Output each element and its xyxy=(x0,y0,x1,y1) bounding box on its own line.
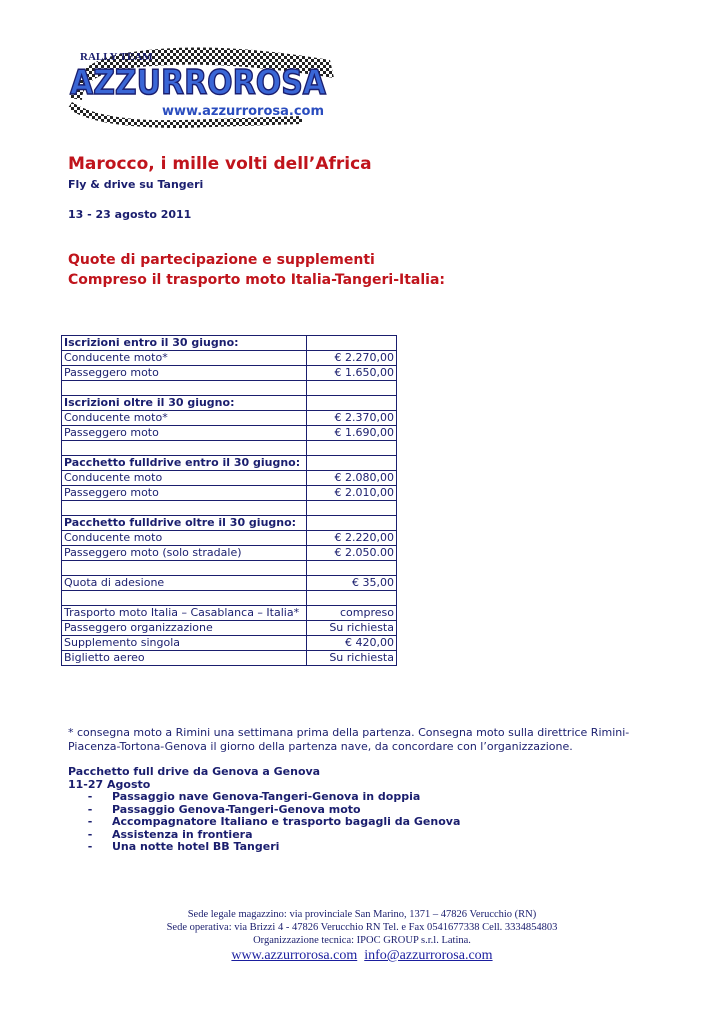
row-price: € 1.650,00 xyxy=(307,366,397,381)
table-row xyxy=(62,381,397,396)
document-subtitle: Fly & drive su Tangeri xyxy=(68,178,204,191)
table-row xyxy=(62,351,397,366)
row-label: Conducente moto xyxy=(62,531,307,546)
table-row xyxy=(62,651,397,666)
row-label: Supplemento singola xyxy=(62,636,307,651)
row-label: Conducente moto xyxy=(62,471,307,486)
row-price xyxy=(307,456,397,471)
row-label: Quota di adesione xyxy=(62,576,307,591)
table-row xyxy=(62,531,397,546)
package-dates: 11-27 Agosto xyxy=(68,777,151,791)
bullet-dash: - xyxy=(87,790,93,803)
table-row xyxy=(62,561,397,576)
logo-name: AZZURROROSA xyxy=(70,63,327,103)
quote-title: Quote di partecipazione e supplementi xyxy=(68,252,375,268)
footer xyxy=(0,908,724,962)
table-section-header xyxy=(62,336,397,351)
row-price xyxy=(307,516,397,531)
row-price: Su richiesta xyxy=(307,621,397,636)
bullet-dash: - xyxy=(87,827,93,841)
logo-team: RALLY TEAM xyxy=(80,51,153,63)
row-price: € 2.370,00 xyxy=(307,411,397,426)
row-label: Biglietto aereo xyxy=(62,651,307,666)
list-item xyxy=(68,791,460,804)
website-link[interactable]: www.azzurrorosa.com xyxy=(231,948,358,963)
row-price xyxy=(307,336,397,351)
quote-subtitle: Compreso il trasporto moto Italia-Tangeri-Italia: xyxy=(68,272,446,288)
table-row xyxy=(62,426,397,441)
row-price: € 35,00 xyxy=(307,576,397,591)
table-row xyxy=(62,546,397,561)
azzurrorosa-logo xyxy=(62,38,337,128)
table-row xyxy=(62,576,397,591)
row-label: Passeggero moto xyxy=(62,426,307,441)
row-label xyxy=(62,561,307,576)
table-row xyxy=(62,366,397,381)
list-item-text: Accompagnatore Italiano e trasporto bagagli da Genova xyxy=(112,815,461,828)
trip-dates: 13 - 23 agosto 2011 xyxy=(68,208,192,221)
list-item-text: Una notte hotel BB Tangeri xyxy=(112,840,280,853)
row-label: Iscrizioni entro il 30 giugno: xyxy=(62,336,307,351)
list-item xyxy=(68,816,460,829)
table-section-header xyxy=(62,456,397,471)
row-price: € 2.220,00 xyxy=(307,531,397,546)
row-price: compreso xyxy=(307,606,397,621)
row-price xyxy=(307,501,397,516)
row-label xyxy=(62,501,307,516)
table-row xyxy=(62,441,397,456)
row-label: Conducente moto* xyxy=(62,411,307,426)
row-price xyxy=(307,561,397,576)
row-label: Passeggero moto xyxy=(62,366,307,381)
price-table xyxy=(61,335,397,666)
footnote: * consegna moto a Rimini una settimana prima della partenza. Consegna moto sulla direttrice Rimini-Piacenza-Tortona-Genova il giorno della partenza nave, da concordare con l’organizzazione. xyxy=(68,726,630,753)
table-row xyxy=(62,591,397,606)
row-price xyxy=(307,591,397,606)
document-title: Marocco, i mille volti dell’Africa xyxy=(68,154,372,174)
row-price: € 420,00 xyxy=(307,636,397,651)
row-price: € 2.270,00 xyxy=(307,351,397,366)
bullet-dash: - xyxy=(87,840,93,853)
row-label: Pacchetto fulldrive oltre il 30 giugno: xyxy=(62,516,307,531)
bullet-dash: - xyxy=(87,802,93,816)
row-price: € 2.050.00 xyxy=(307,546,397,561)
package-section xyxy=(68,766,460,854)
footer-address-legal: Sede legale magazzino: via provinciale San Marino, 1371 – 47826 Verucchio (RN) xyxy=(187,909,537,920)
row-label: Iscrizioni oltre il 30 giugno: xyxy=(62,396,307,411)
table-row xyxy=(62,411,397,426)
table-section-header xyxy=(62,516,397,531)
row-price xyxy=(307,441,397,456)
row-price: € 1.690,00 xyxy=(307,426,397,441)
package-title: Pacchetto full drive da Genova a Genova xyxy=(68,765,321,778)
table-row xyxy=(62,501,397,516)
row-price: € 2.080,00 xyxy=(307,471,397,486)
row-label: Passeggero organizzazione xyxy=(62,621,307,636)
footer-organization: Organizzazione tecnica: IPOC GROUP s.r.l. Latina. xyxy=(253,935,471,946)
list-item xyxy=(68,841,460,854)
row-label: Trasporto moto Italia – Casablanca – Italia* xyxy=(62,606,307,621)
list-item-text: Assistenza in frontiera xyxy=(112,827,253,841)
table-row xyxy=(62,621,397,636)
bullet-dash: - xyxy=(87,815,93,828)
row-price xyxy=(307,396,397,411)
row-price: € 2.010,00 xyxy=(307,486,397,501)
list-item-text: Passaggio Genova-Tangeri-Genova moto xyxy=(112,802,361,816)
table-section-header xyxy=(62,396,397,411)
email-link[interactable]: info@azzurrorosa.com xyxy=(364,948,493,963)
logo-url: www.azzurrorosa.com xyxy=(162,104,325,119)
row-label: Passeggero moto (solo stradale) xyxy=(62,546,307,561)
row-label xyxy=(62,381,307,396)
row-label: Pacchetto fulldrive entro il 30 giugno: xyxy=(62,456,307,471)
table-row xyxy=(62,471,397,486)
table-row xyxy=(62,636,397,651)
table-row xyxy=(62,606,397,621)
list-item-text: Passaggio nave Genova-Tangeri-Genova in doppia xyxy=(112,790,421,803)
row-price: Su richiesta xyxy=(307,651,397,666)
row-label xyxy=(62,441,307,456)
row-label xyxy=(62,591,307,606)
footer-address-operational: Sede operativa: via Brizzi 4 - 47826 Verucchio RN Tel. e Fax 0541677338 Cell. 3334854803 xyxy=(166,922,558,933)
row-label: Passeggero moto xyxy=(62,486,307,501)
table-row xyxy=(62,486,397,501)
row-label: Conducente moto* xyxy=(62,351,307,366)
row-price xyxy=(307,381,397,396)
